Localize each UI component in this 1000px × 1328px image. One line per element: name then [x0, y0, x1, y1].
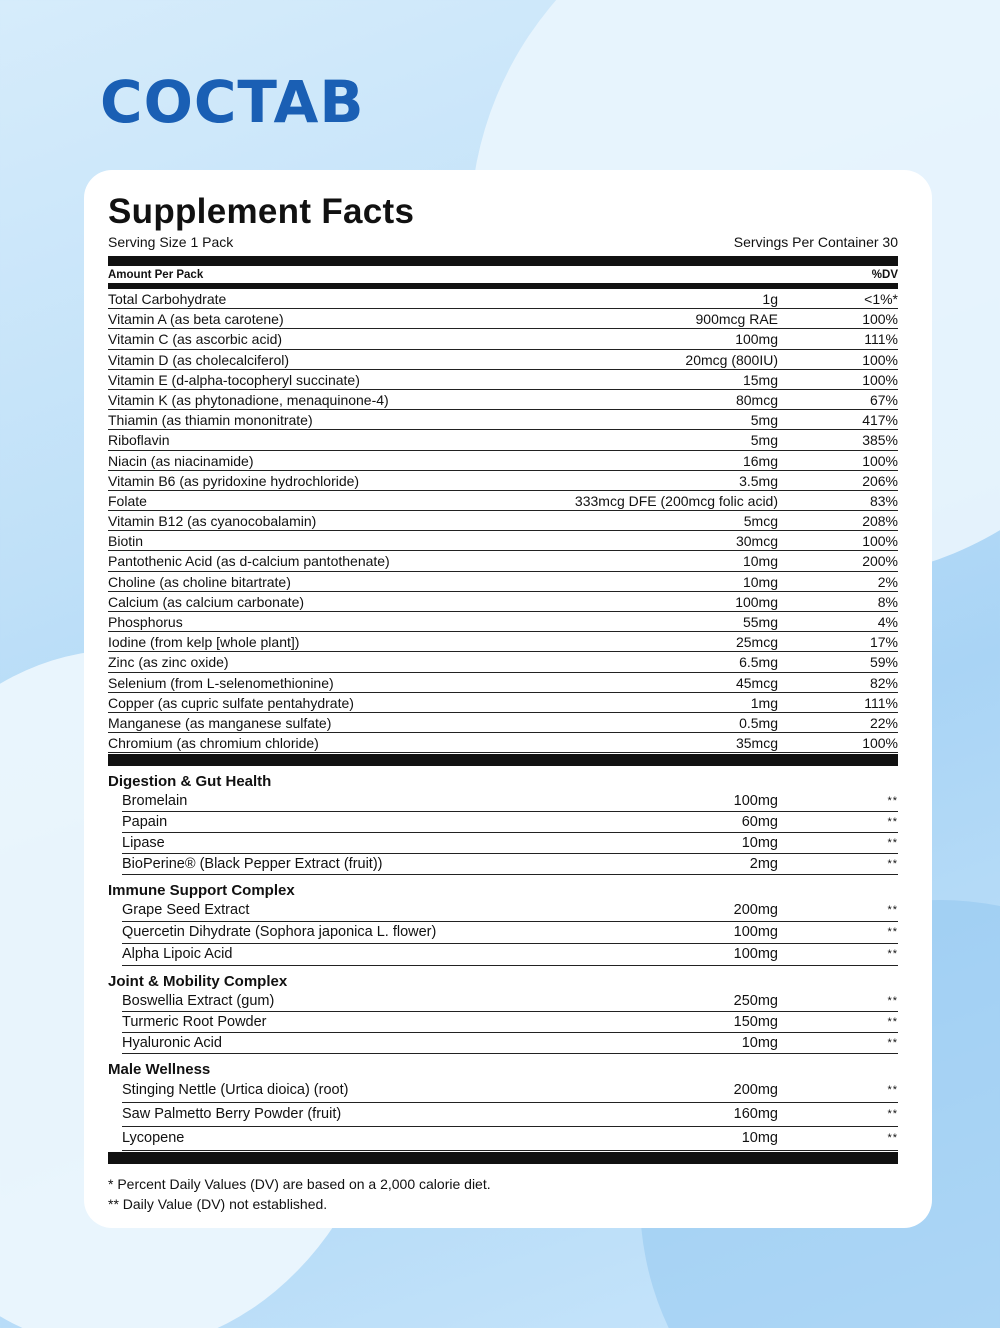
nutrient-dv: 2% [877, 573, 898, 590]
brand-logo: COCTAB [100, 68, 365, 136]
ingredient-name: Alpha Lipoic Acid [122, 946, 233, 963]
nutrient-amount: 80mcg [735, 391, 778, 408]
ingredient-dv: ** [887, 816, 898, 829]
section-male [108, 1054, 898, 1151]
ingredient-name: Bromelain [122, 793, 188, 810]
nutrient-amount: 0.5mg [739, 714, 778, 731]
ingredient-amount: 160mg [733, 1106, 778, 1123]
nutrient-dv: 82% [869, 674, 898, 691]
nutrient-name: Copper (as cupric sulfate pentahydrate) [108, 694, 354, 711]
nutrient-name: Pantothenic Acid (as d-calcium pantothenate) [108, 553, 390, 570]
nutrient-amount: 5mg [750, 412, 778, 429]
nutrient-dv: 100% [862, 452, 898, 469]
ingredient-dv: ** [887, 837, 898, 850]
nutrient-name: Vitamin B6 (as pyridoxine hydrochloride) [108, 472, 360, 489]
nutrient-amount: 10mg [742, 573, 778, 590]
ingredient-name: Lycopene [122, 1130, 185, 1147]
ingredient-row [122, 1012, 898, 1033]
nutrient-name: Vitamin B12 (as cyanocobalamin) [108, 513, 317, 530]
nutrient-name: Choline (as choline bitartrate) [108, 573, 291, 590]
nutrient-row [108, 693, 898, 713]
nutrient-dv: 100% [862, 371, 898, 388]
ingredient-amount: 100mg [733, 946, 778, 963]
ingredient-row [122, 944, 898, 966]
amount-header-row [108, 266, 898, 283]
nutrient-dv: 100% [862, 735, 898, 752]
nutrient-row [108, 733, 898, 753]
nutrient-row [108, 713, 898, 733]
nutrient-amount: 5mg [750, 432, 778, 449]
nutrient-row [108, 471, 898, 491]
nutrient-amount: 10mg [742, 553, 778, 570]
nutrient-amount: 6.5mg [739, 654, 778, 671]
nutrient-name: Vitamin D (as cholecalciferol) [108, 351, 290, 368]
nutrient-name: Riboflavin [108, 432, 170, 449]
ingredient-amount: 200mg [733, 1082, 778, 1099]
nutrient-amount: 35mcg [735, 735, 778, 752]
ingredient-dv: ** [887, 1108, 898, 1121]
ingredient-row [122, 1127, 898, 1151]
nutrient-dv: 111% [864, 331, 898, 348]
ingredient-dv: ** [887, 904, 898, 917]
ingredient-amount: 10mg [741, 835, 778, 852]
nutrient-dv: 4% [877, 614, 898, 630]
nutrient-name: Vitamin E (d-alpha-tocopheryl succinate) [108, 371, 360, 388]
nutrient-amount: 5mcg [743, 513, 778, 530]
nutrient-row [108, 652, 898, 672]
nutrient-row [108, 572, 898, 592]
nutrient-dv: 67% [869, 391, 898, 408]
ingredient-amount: 10mg [741, 1035, 778, 1052]
ingredient-amount: 60mg [741, 814, 778, 831]
ingredient-name: Saw Palmetto Berry Powder (fruit) [122, 1106, 342, 1123]
footnotes [108, 1174, 898, 1214]
nutrient-amount: 100mg [735, 331, 778, 348]
ingredient-dv: ** [887, 1016, 898, 1029]
panel-title: Supplement Facts [108, 192, 415, 231]
nutrient-row [108, 410, 898, 430]
nutrient-amount: 3.5mg [739, 472, 778, 489]
nutrient-dv: 208% [862, 513, 898, 530]
ingredient-amount: 10mg [741, 1130, 778, 1147]
nutrient-name: Selenium (from L-selenomethionine) [108, 674, 334, 691]
ingredient-name: Turmeric Root Powder [122, 1014, 267, 1031]
section-digestion [108, 766, 898, 875]
nutrient-amount: 30mcg [735, 533, 778, 550]
nutrient-name: Total Carbohydrate [108, 291, 227, 307]
ingredient-name: Grape Seed Extract [122, 902, 250, 919]
nutrient-row [108, 350, 898, 370]
footnote: ** Daily Value (DV) not established. [108, 1196, 328, 1213]
nutrient-amount: 15mg [742, 371, 778, 388]
ingredient-amount: 250mg [733, 993, 778, 1010]
section-title: Immune Support Complex [108, 882, 295, 900]
nutrient-row [108, 390, 898, 410]
supplement-facts-panel [108, 192, 898, 1214]
ingredient-dv: ** [887, 1084, 898, 1097]
nutrient-dv: 200% [862, 553, 898, 570]
nutrient-dv: 385% [862, 432, 898, 449]
nutrient-row [108, 451, 898, 471]
nutrient-name: Vitamin C (as ascorbic acid) [108, 331, 283, 348]
nutrient-amount: 45mcg [735, 674, 778, 691]
ingredient-name: Papain [122, 814, 168, 831]
nutrient-amount: 20mcg (800IU) [685, 351, 778, 368]
ingredient-dv: ** [887, 858, 898, 871]
nutrient-dv: 100% [862, 533, 898, 550]
nutrient-dv: 83% [869, 492, 898, 509]
ingredient-row [122, 812, 898, 833]
nutrient-row [108, 430, 898, 450]
amount-header: Amount Per Pack [108, 269, 204, 281]
ingredient-amount: 100mg [733, 924, 778, 941]
nutrient-dv: <1%* [864, 291, 898, 307]
nutrient-amount: 333mcg DFE (200mcg folic acid) [574, 492, 778, 509]
servings-per-container: Servings Per Container 30 [733, 234, 898, 250]
nutrient-row [108, 632, 898, 652]
nutrient-row [108, 551, 898, 571]
nutrient-dv: 100% [862, 351, 898, 368]
nutrient-row [108, 531, 898, 551]
ingredient-amount: 100mg [733, 793, 778, 810]
ingredient-name: Hyaluronic Acid [122, 1035, 222, 1052]
nutrient-name: Calcium (as calcium carbonate) [108, 593, 305, 610]
ingredient-row [122, 1033, 898, 1054]
nutrient-dv: 17% [869, 634, 898, 651]
ingredient-amount: 150mg [733, 1014, 778, 1031]
nutrient-row [108, 289, 898, 309]
divider-thick [108, 256, 898, 266]
ingredient-amount: 2mg [749, 856, 778, 873]
nutrient-name: Manganese (as manganese sulfate) [108, 714, 332, 731]
nutrient-row [108, 612, 898, 632]
ingredient-row [122, 991, 898, 1012]
nutrient-row [108, 491, 898, 511]
nutrient-amount: 55mg [742, 614, 778, 630]
nutrient-dv: 8% [877, 593, 898, 610]
serving-size: Serving Size 1 Pack [108, 234, 234, 250]
divider-thick [108, 754, 898, 766]
nutrient-row [108, 673, 898, 693]
nutrient-name: Vitamin A (as beta carotene) [108, 311, 284, 328]
nutrient-dv: 100% [862, 311, 898, 328]
ingredient-name: Lipase [122, 835, 165, 852]
nutrient-dv: 111% [864, 694, 898, 711]
footnote: * Percent Daily Values (DV) are based on a 2,000 calorie diet. [108, 1176, 491, 1193]
nutrient-amount: 900mcg RAE [695, 311, 778, 328]
serving-info [108, 233, 898, 251]
nutrient-name: Phosphorus [108, 614, 183, 630]
nutrient-row [108, 309, 898, 329]
nutrient-dv: 206% [862, 472, 898, 489]
ingredient-name: Boswellia Extract (gum) [122, 993, 275, 1010]
section-title: Digestion & Gut Health [108, 773, 272, 791]
nutrient-amount: 1g [762, 291, 778, 307]
ingredient-dv: ** [887, 1037, 898, 1050]
nutrient-list [108, 289, 898, 753]
nutrient-dv: 59% [869, 654, 898, 671]
nutrient-name: Folate [108, 492, 147, 509]
ingredient-row [122, 854, 898, 875]
supplement-card [84, 170, 932, 1228]
nutrient-amount: 1mg [750, 694, 778, 711]
nutrient-name: Biotin [108, 533, 144, 550]
nutrient-row [108, 511, 898, 531]
nutrient-name: Zinc (as zinc oxide) [108, 654, 229, 671]
section-title: Male Wellness [108, 1061, 211, 1079]
nutrient-row [108, 592, 898, 612]
ingredient-name: Stinging Nettle (Urtica dioica) (root) [122, 1082, 349, 1099]
ingredient-amount: 200mg [733, 902, 778, 919]
ingredient-row [122, 1079, 898, 1103]
ingredient-dv: ** [887, 926, 898, 939]
divider-thick [108, 1152, 898, 1164]
ingredient-row [122, 833, 898, 854]
section-immune [108, 875, 898, 966]
ingredient-row [122, 791, 898, 812]
ingredient-row [122, 922, 898, 944]
ingredient-name: BioPerine® (Black Pepper Extract (fruit)) [122, 856, 383, 873]
ingredient-dv: ** [887, 948, 898, 961]
ingredient-row [122, 900, 898, 922]
ingredient-row [122, 1103, 898, 1127]
nutrient-name: Chromium (as chromium chloride) [108, 735, 319, 752]
nutrient-dv: 22% [869, 714, 898, 731]
section-title: Joint & Mobility Complex [108, 973, 288, 991]
nutrient-amount: 16mg [742, 452, 778, 469]
nutrient-row [108, 370, 898, 390]
nutrient-dv: 417% [862, 412, 898, 429]
nutrient-row [108, 329, 898, 349]
nutrient-name: Niacin (as niacinamide) [108, 452, 254, 469]
blend-sections [108, 766, 898, 1151]
ingredient-dv: ** [887, 995, 898, 1008]
nutrient-name: Iodine (from kelp [whole plant]) [108, 634, 300, 651]
dv-header: %DV [871, 269, 898, 281]
nutrient-amount: 100mg [735, 593, 778, 610]
ingredient-dv: ** [887, 1132, 898, 1145]
section-joint [108, 966, 898, 1054]
ingredient-dv: ** [887, 795, 898, 808]
nutrient-amount: 25mcg [735, 634, 778, 651]
ingredient-name: Quercetin Dihydrate (Sophora japonica L. flower) [122, 924, 437, 941]
nutrient-name: Vitamin K (as phytonadione, menaquinone-4) [108, 391, 389, 408]
nutrient-name: Thiamin (as thiamin mononitrate) [108, 412, 313, 429]
